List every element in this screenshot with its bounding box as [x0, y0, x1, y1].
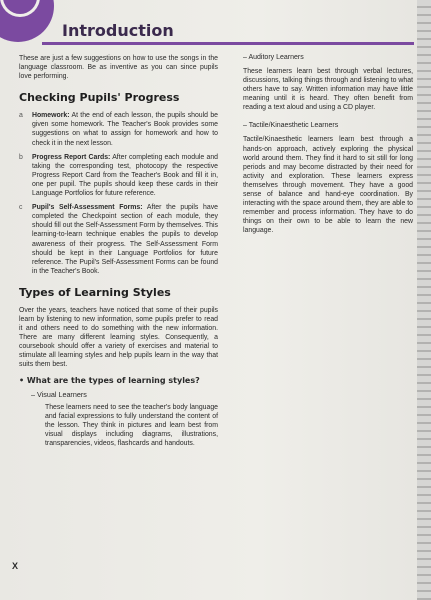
item-label: Pupil's Self-Assessment Forms: — [32, 204, 143, 212]
list-item — [19, 153, 218, 198]
dash-icon: – — [243, 54, 247, 61]
tactile-learners-label: Tactile/Kinaesthetic Learners — [248, 122, 339, 130]
learning-styles-heading: Types of Learning Styles — [19, 285, 171, 299]
dash-icon: – — [243, 122, 247, 130]
page-number: X — [12, 561, 19, 571]
item-marker: c — [19, 204, 23, 212]
dash-icon: – — [31, 389, 35, 399]
auditory-learners-text: These learners learn best through verbal lectures, discussions, talking things through and listening to what others have to say. Written information may have little meaning until it is heard. They often benefit from reading a text aloud and using a CD player. — [243, 68, 413, 112]
visual-learners-text: These learners need to see the teacher's body language and facial expressions to fully understand the content of the lesson. They think in pictures and learn best from visual displays including diagrams, illustrations, transparencies, videos, flashcards and handouts. — [45, 403, 218, 447]
item-text: At the end of each lesson, the pupils should be given some homework. The Teacher's Book provides some suggestions on what to assign for homework and how to check it in the next lesson. — [32, 112, 218, 147]
tactile-learners-text: Tactile/Kinaesthetic learners learn best through a hands-on approach, actively exploring the physical world around them. They find it hard to sit still for long periods and may become distracted by their need for activity and exploration. These learners express themselves through movement. They have a good sense of balance and hand-eye coordination. By interacting with the space around them, they are able to remember and process information. They have to do things on their own to be able to learn the new language. — [243, 136, 413, 235]
item-label: Homework: — [32, 112, 70, 120]
list-item — [19, 203, 218, 276]
visual-learners-label-row — [31, 390, 218, 399]
list-item — [19, 111, 218, 147]
intro-paragraph: These are just a few suggestions on how to use the songs in the language classroom. Be as inventive as you can since pupils love performing. — [19, 55, 218, 81]
question-text: What are the types of learning styles? — [26, 375, 200, 385]
auditory-learners-label: Auditory Learners — [248, 54, 304, 61]
tactile-learners-label-row — [243, 122, 413, 129]
visual-learners-label: Visual Learners — [37, 389, 87, 399]
bullet-icon: • — [19, 375, 25, 385]
page-title: Introduction — [62, 21, 174, 40]
spiral-binding — [417, 0, 431, 600]
left-column — [19, 54, 218, 448]
checking-heading: Checking Pupils' Progress — [19, 91, 180, 105]
right-column — [243, 54, 413, 236]
item-label: Progress Report Cards: — [32, 153, 111, 161]
item-text: After the pupils have completed the Checkpoint section of each module, they should fill out the Self-Assessment Form by themselves. This learning-to-learn technique enables the pupils to develop awareness of their progress. The Self-Assessment Form should be kept in their Language Portfolios for future reference. The Pupil's Self-Assessment Forms can be found in the Teacher's Book. — [32, 204, 218, 275]
learning-styles-paragraph: Over the years, teachers have noticed that some of their pupils learn by listening to new information, some pupils prefer to read it and others need to do something with the new information. There are many different learning styles. Consequently, a coursebook should offer a variety of exercises and material to stimulate all learning styles and help pupils learn in the way that suits them best. — [19, 306, 218, 369]
styles-question — [19, 376, 218, 385]
item-marker: b — [19, 153, 23, 161]
item-text: After completing each module and taking the corresponding test, photocopy the respective Progress Report Card from the Teacher's Book and fill it in, one per pupil. The pupils should keep these cards in their Language Portfolios for future reference. — [32, 153, 218, 198]
item-marker: a — [19, 112, 23, 120]
auditory-learners-label-row — [243, 54, 413, 61]
